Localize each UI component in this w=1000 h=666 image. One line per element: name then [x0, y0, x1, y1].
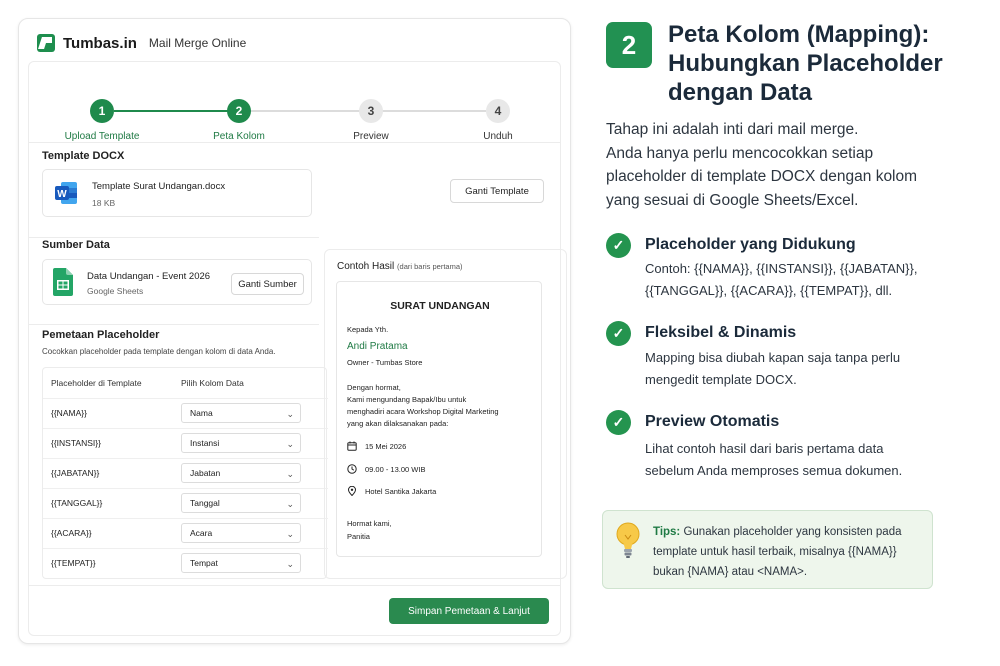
- step-number: 3: [359, 99, 383, 123]
- template-file-name: Template Surat Undangan.docx: [92, 181, 226, 192]
- tumbas-logo-icon: [37, 34, 55, 52]
- letter-body-line: menghadiri acara Workshop Digital Marketing: [347, 407, 499, 416]
- placeholder-cell: {{TANGGAL}}: [51, 498, 103, 508]
- step-number: 4: [486, 99, 510, 123]
- event-place: Hotel Santika Jakarta: [365, 487, 437, 496]
- location-pin-icon: [347, 486, 357, 496]
- table-row: [43, 398, 328, 428]
- column-select-instansi[interactable]: Instansi ⌄: [181, 433, 301, 453]
- template-heading: Template DOCX: [42, 150, 125, 162]
- lightbulb-icon: [615, 521, 641, 561]
- template-file-size: 18 KB: [92, 198, 116, 208]
- feature-title: Placeholder yang Didukung: [645, 236, 856, 253]
- chevron-down-icon: ⌄: [286, 529, 294, 539]
- chevron-down-icon: ⌄: [286, 469, 294, 479]
- column-select-acara[interactable]: Acara ⌄: [181, 523, 301, 543]
- chevron-down-icon: ⌄: [286, 499, 294, 509]
- svg-text:W: W: [57, 189, 67, 200]
- stepper: [29, 62, 562, 142]
- placeholder-cell: {{JABATAN}}: [51, 468, 100, 478]
- step-preview[interactable]: [311, 99, 431, 142]
- check-circle-icon: ✓: [606, 321, 631, 346]
- letter-recipient-role: Owner - Tumbas Store: [347, 358, 423, 367]
- feature-title: Fleksibel & Dinamis: [645, 324, 797, 341]
- letter-recipient-name: Andi Pratama: [347, 341, 408, 352]
- template-file-card: [42, 169, 312, 217]
- change-template-button[interactable]: Ganti Template: [450, 179, 544, 203]
- mail-merge-app-card: [18, 18, 571, 644]
- column-header-data-column: Pilih Kolom Data: [181, 378, 244, 388]
- event-time: 09.00 - 13.00 WIB: [365, 465, 426, 474]
- step-number: 1: [90, 99, 114, 123]
- letter-closing: Hormat kami,: [347, 519, 392, 528]
- step-label: Preview: [353, 131, 389, 142]
- feature-description: Lihat contoh hasil dari baris pertama data sebelum Anda memproses semua dokumen.: [645, 441, 903, 478]
- table-row: [43, 488, 328, 518]
- save-mapping-continue-button[interactable]: Simpan Pemetaan & Lanjut: [389, 598, 549, 624]
- column-select-jabatan[interactable]: Jabatan ⌄: [181, 463, 301, 483]
- chevron-down-icon: ⌄: [286, 559, 294, 569]
- placeholder-cell: {{INSTANSI}}: [51, 438, 101, 448]
- step-number: 2: [227, 99, 251, 123]
- mapping-description: Cocokkan placeholder pada template dengan kolom di data Anda.: [42, 347, 276, 356]
- guide-title: Peta Kolom (Mapping): Hubungkan Placeholder dengan Data: [668, 21, 943, 106]
- placeholder-cell: {{ACARA}}: [51, 528, 92, 538]
- clock-icon: [347, 464, 357, 474]
- letter-title: SURAT UNDANGAN: [390, 300, 490, 312]
- guide-intro: Tahap ini adalah inti dari mail merge. Anda hanya perlu mencocokkan setiap placeholder di template DOCX dengan kolom yang sesuai di Google Sheets/Excel.: [606, 121, 918, 209]
- check-circle-icon: ✓: [606, 233, 631, 258]
- chevron-down-icon: ⌄: [286, 409, 294, 419]
- letter-preview: [336, 281, 542, 557]
- step-upload-template[interactable]: [42, 99, 162, 142]
- table-row: [43, 548, 328, 578]
- letter-signer: Panitia: [347, 532, 370, 541]
- change-source-button[interactable]: Ganti Sumber: [231, 273, 304, 295]
- letter-to: Kepada Yth.: [347, 325, 389, 334]
- feature-description: Mapping bisa diubah kapan saja tanpa perlu mengedit template DOCX.: [645, 350, 901, 387]
- placeholder-cell: {{NAMA}}: [51, 408, 87, 418]
- mapping-table: [42, 367, 327, 579]
- word-file-icon: [53, 180, 79, 206]
- letter-greeting: Dengan hormat,: [347, 383, 401, 392]
- step-label: Unduh: [483, 131, 513, 142]
- column-select-nama[interactable]: Nama ⌄: [181, 403, 301, 423]
- step-label: Peta Kolom: [213, 131, 265, 142]
- brand: [37, 33, 246, 53]
- source-heading: Sumber Data: [42, 239, 110, 251]
- step-peta-kolom[interactable]: [179, 99, 299, 142]
- event-date: 15 Mei 2026: [365, 442, 407, 451]
- brand-subtitle: Mail Merge Online: [148, 36, 247, 50]
- placeholder-cell: {{TEMPAT}}: [51, 558, 96, 568]
- column-select-tempat[interactable]: Tempat ⌄: [181, 553, 301, 573]
- data-source-type: Google Sheets: [87, 286, 144, 296]
- check-circle-icon: ✓: [606, 410, 631, 435]
- google-sheets-icon: [53, 268, 73, 296]
- column-select-tanggal[interactable]: Tanggal ⌄: [181, 493, 301, 513]
- step-number-badge: 2: [606, 22, 652, 68]
- step-label: Upload Template: [64, 131, 140, 142]
- calendar-icon: [347, 441, 357, 451]
- letter-body-line: Kami mengundang Bapak/Ibu untuk: [347, 395, 467, 404]
- feature-title: Preview Otomatis: [645, 413, 780, 430]
- tips-box: [602, 510, 933, 589]
- brand-name: Tumbas.in: [63, 34, 137, 52]
- table-row: [43, 428, 328, 458]
- tips-text: Tips: Gunakan placeholder yang konsisten pada template untuk hasil terbaik, misalnya {{NAMA}} bukan {NAMA} atau <NAMA>.: [653, 526, 902, 578]
- result-preview-panel: [324, 249, 567, 579]
- column-header-placeholder: Placeholder di Template: [51, 378, 142, 388]
- table-row: [43, 518, 328, 548]
- feature-description: Contoh: {{NAMA}}, {{INSTANSI}}, {{JABATAN}}, {{TANGGAL}}, {{ACARA}}, {{TEMPAT}}, dll.: [645, 261, 918, 298]
- data-source-name: Data Undangan - Event 2026: [87, 271, 211, 282]
- table-row: [43, 458, 328, 488]
- step-unduh[interactable]: [438, 99, 558, 142]
- chevron-down-icon: ⌄: [286, 439, 294, 449]
- letter-body-line: yang akan dilaksanakan pada:: [347, 419, 449, 428]
- mapping-heading: Pemetaan Placeholder: [42, 329, 160, 341]
- preview-title: Contoh Hasil (dari baris pertama): [337, 261, 463, 272]
